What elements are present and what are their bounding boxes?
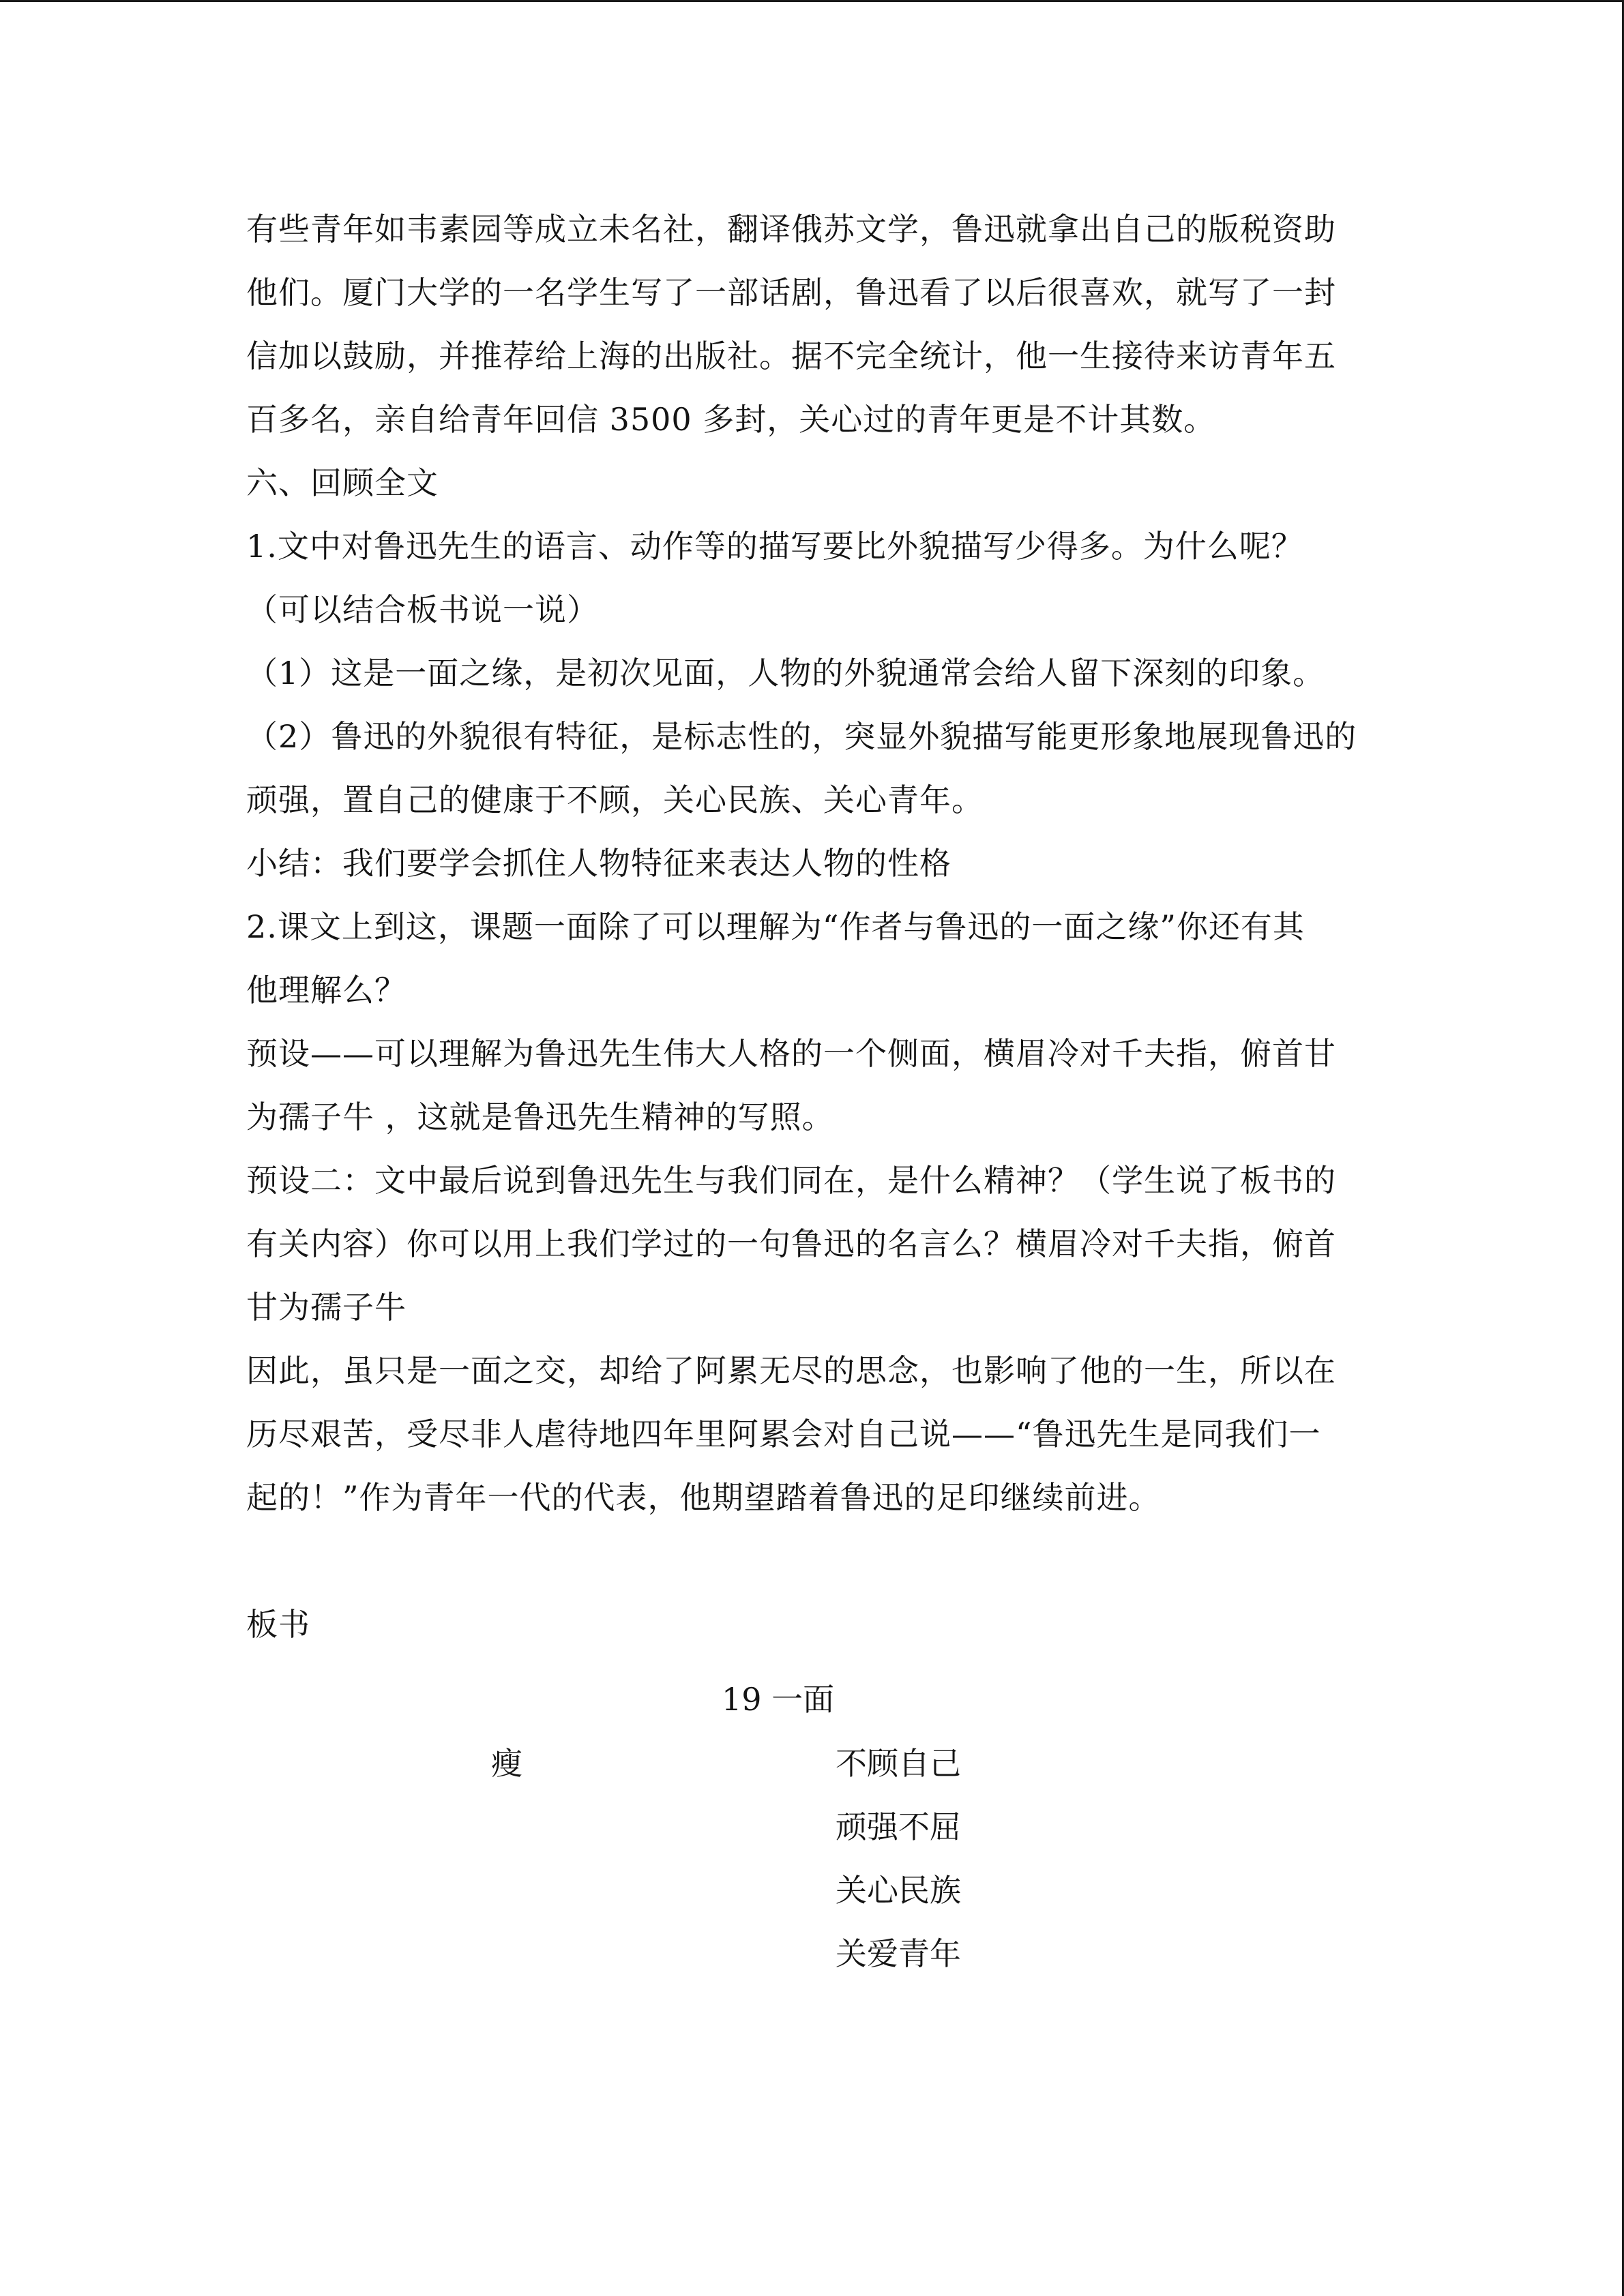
board-left-item: 瘦 bbox=[491, 1745, 522, 1782]
review-line: 历尽艰苦，受尽非人虐待地四年里阿累会对自己说——“鲁迅先生是同我们一 bbox=[246, 1416, 1321, 1452]
board-right-item: 顽强不屈 bbox=[836, 1808, 961, 1845]
board-right-list bbox=[836, 1732, 961, 1986]
review-line: 起的！”作为青年一代的代表，他期望踏着鲁迅的足印继续前进。 bbox=[246, 1479, 1161, 1516]
board-title: 19 一面 bbox=[722, 1681, 835, 1718]
review-line: 因此，虽只是一面之交，却给了阿累无尽的思念，也影响了他的一生，所以在 bbox=[246, 1352, 1336, 1389]
review-line: 2.课文上到这，课题一面除了可以理解为“作者与鲁迅的一面之缘”你还有其 bbox=[246, 908, 1305, 945]
review-line: 甘为孺子牛 bbox=[246, 1289, 407, 1326]
spacer bbox=[246, 1530, 1372, 1593]
document-body bbox=[246, 198, 1372, 1656]
review-line: 小结：我们要学会抓住人物特征来表达人物的性格 bbox=[246, 845, 951, 882]
paragraph-line: 有些青年如韦素园等成立未名社，翻译俄苏文学，鲁迅就拿出自己的版税资助 bbox=[246, 211, 1336, 248]
review-line: 为孺子牛 ，这就是鲁迅先生精神的写照。 bbox=[246, 1099, 834, 1135]
board-right-item: 关心民族 bbox=[836, 1872, 961, 1909]
board-label: 板书 bbox=[246, 1606, 310, 1643]
section-heading: 六、回顾全文 bbox=[246, 464, 439, 501]
paragraph-line: 百多名，亲自给青年回信 3500 多封，关心过的青年更是不计其数。 bbox=[246, 401, 1216, 438]
paragraph-line: 信加以鼓励，并推荐给上海的出版社。据不完全统计，他一生接待来访青年五 bbox=[246, 338, 1336, 374]
review-line: （可以结合板书说一说） bbox=[246, 591, 599, 628]
review-line: 1.文中对鲁迅先生的语言、动作等的描写要比外貌描写少得多。为什么呢？ bbox=[246, 528, 1303, 565]
review-line: 有关内容）你可以用上我们学过的一句鲁迅的名言么？横眉冷对千夫指，俯首 bbox=[246, 1225, 1336, 1262]
review-line: （1）这是一面之缘，是初次见面，人物的外貌通常会给人留下深刻的印象。 bbox=[246, 655, 1325, 691]
page-border-top bbox=[0, 0, 1624, 2]
review-line: 预设二：文中最后说到鲁迅先生与我们同在，是什么精神？（学生说了板书的 bbox=[246, 1162, 1336, 1199]
review-line: 他理解么？ bbox=[246, 972, 407, 1009]
review-line: （2）鲁迅的外貌很有特征，是标志性的，突显外貌描写能更形象地展现鲁迅的 bbox=[246, 718, 1357, 755]
paragraph-line: 他们。厦门大学的一名学生写了一部话剧，鲁迅看了以后很喜欢，就写了一封 bbox=[246, 274, 1336, 311]
board-right-item: 关爱青年 bbox=[836, 1935, 961, 1972]
review-line: 顽强，置自己的健康于不顾，关心民族、关心青年。 bbox=[246, 781, 984, 818]
review-line: 预设——可以理解为鲁迅先生伟大人格的一个侧面，横眉冷对千夫指，俯首甘 bbox=[246, 1035, 1336, 1072]
board-right-item: 不顾自己 bbox=[836, 1745, 961, 1782]
